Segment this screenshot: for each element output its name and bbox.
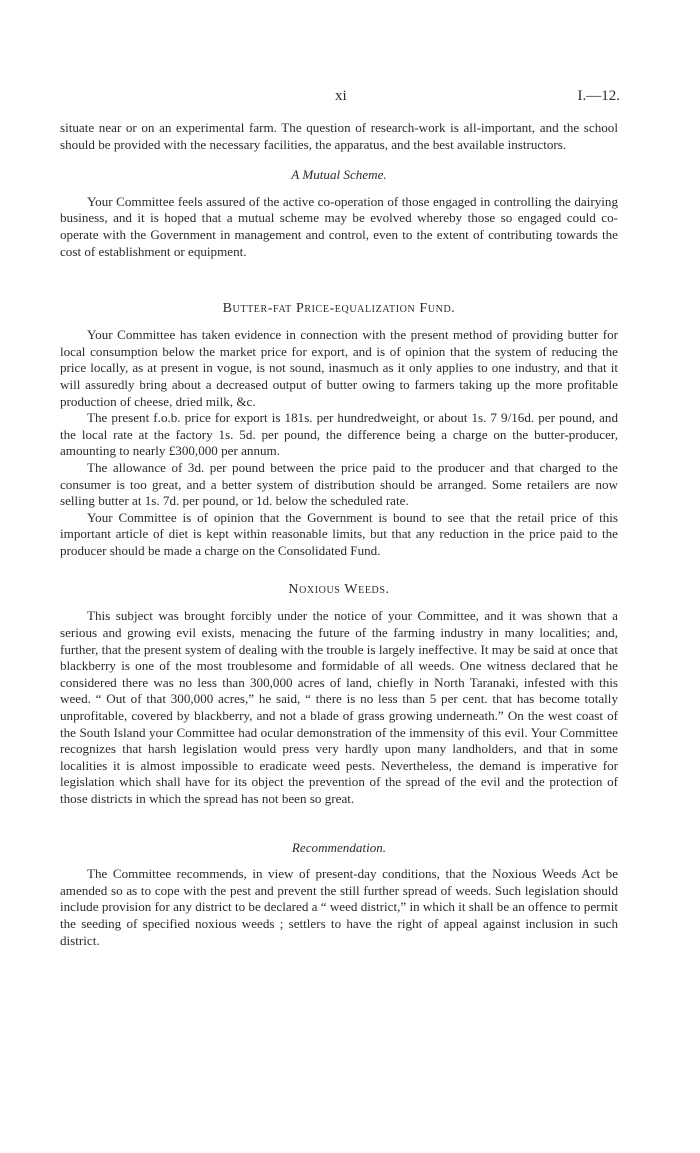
intro-paragraph: situate near or on an experimental farm. The question of research-work is all-important, and the school should be provided with the necessary facilities, the apparatus, and the best available instructors.	[60, 120, 618, 152]
butter-paragraph-2: The present f.o.b. price for export is 181s. per hundredweight, or about 1s. 7 9/16d. per pound, and the local rate at the factory 1s. 5d. per pound, the difference being a charge on the butter-producer, amounting to nearly £300,000 per annum.	[60, 410, 618, 459]
noxious-weeds-heading: Noxious Weeds.	[288, 582, 390, 598]
butter-paragraph-3: The allowance of 3d. per pound between the price paid to the producer and that charged to the consumer is too great, and a better system of distribution should be arranged. Some retailers are now selling butter at 1s. 7d. per pound, or 1d. below the scheduled rate.	[60, 459, 618, 509]
mutual-scheme-heading: A Mutual Scheme.	[291, 167, 387, 183]
page-number: xi	[335, 88, 347, 104]
document-reference: I.—12.	[577, 88, 620, 104]
page-header	[60, 88, 620, 110]
butter-fat-heading: Butter-fat Price-equalization Fund.	[222, 301, 456, 317]
recommendation-heading: Recommendation.	[291, 839, 387, 855]
mutual-scheme-paragraph: Your Committee feels assured of the active co-operation of those engaged in controlling the dairying business, and it is hoped that a mutual scheme may be evolved whereby those so engaged could co-operate with the Government in management and control, even to the extent of contributing towards the cost of establishment or equipment.	[60, 193, 618, 259]
noxious-weeds-paragraph: This subject was brought forcibly under the notice of your Committee, and it was shown that a serious and growing evil exists, menacing the future of the farming industry in many localities; and, further, that the present system of dealing with the trouble is largely ineffective. It may be said at once that blackberry is one of the most troublesome and formidable of all weeds. One witness declared that he considered there was no less than 300,000 acres of land, chiefly in North Taranaki, infested with this weed. “ Out of that 300,000 acres,” he said, “ there is no less than 5 per cent. that has become totally unprofitable, covered by blackberry, and not a blade of grass growing underneath.” On the west coast of the South Island your Committee had ocular demonstration of the immensity of this evil. Your Committee recognizes that harsh legislation would press very hardly upon many landholders, and that in some localities it is almost impossible to eradicate weed pests. Nevertheless, the demand is imperative for legislation which shall have for its object the prevention of the spread of the evil and the protection of those districts in which the spread has not been so great.	[60, 608, 618, 806]
butter-paragraph-4: Your Committee is of opinion that the Government is bound to see that the retail price of this important article of diet is kept within reasonable limits, but that any reduction in the price paid to the producer should be made a charge on the Consolidated Fund.	[60, 509, 618, 558]
document-body	[60, 120, 618, 949]
butter-paragraph-1: Your Committee has taken evidence in connection with the present method of providing butter for local consumption below the market price for export, and is of opinion that the system of reducing the price locally, as at present in vogue, is not sound, inasmuch as it only applies to one industry, and that it will assuredly bring about a decreased output of butter owing to farmers taking up the more profitable production of cheese, dried milk, &c.	[60, 327, 618, 409]
recommendation-paragraph: The Committee recommends, in view of present-day conditions, that the Noxious Weeds Act be amended so as to cope with the pest and prevent the still further spread of weeds. Such legislation should include provision for any district to be declared a “ weed district,” in which it shall be an offence to permit the seeding of specified noxious weeds ; settlers to have the right of appeal against inclusion in such district.	[60, 866, 618, 948]
